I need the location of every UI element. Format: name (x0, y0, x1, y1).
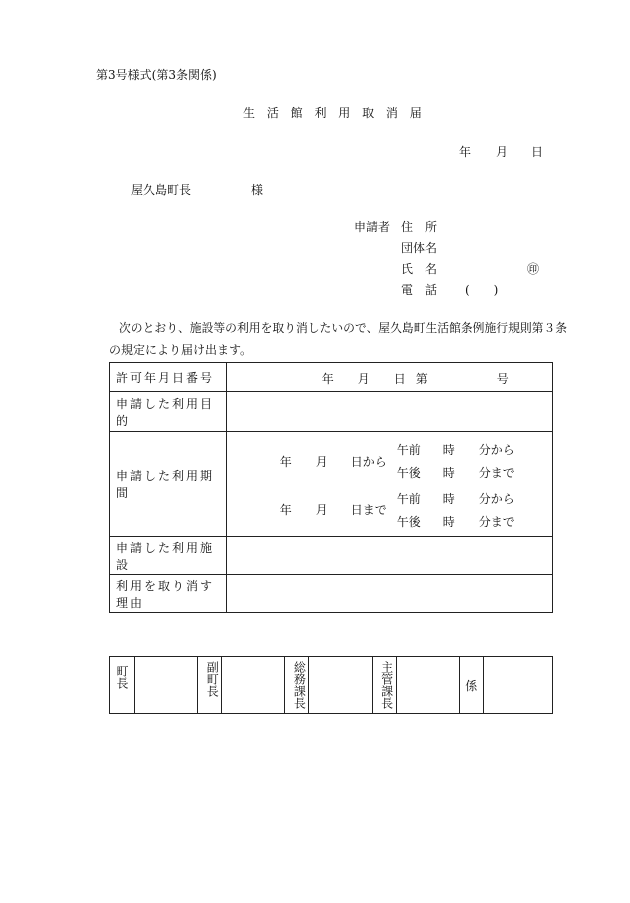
period-value-cell[interactable] (226, 432, 552, 537)
period-to-month: 月 (315, 503, 328, 517)
permit-go: 号 (496, 372, 509, 386)
applicant-phone-paren: ( ) (465, 283, 499, 297)
period-label: 申請した利用期間 (110, 432, 227, 537)
facility-label: 申請した利用施設 (110, 537, 227, 575)
row-period (110, 432, 553, 537)
seal-icon: ㊞ (527, 262, 540, 276)
period-from-am-min: 分から (478, 443, 515, 457)
body-text-line2: の規定により届け出ます。 (109, 343, 253, 357)
approval-staff-stamp[interactable] (483, 657, 552, 714)
facility-value-cell[interactable] (226, 537, 552, 575)
period-from-month: 月 (315, 455, 328, 469)
row-permit (110, 363, 553, 392)
purpose-value-cell[interactable] (226, 392, 552, 432)
period-from-pm: 午後 (396, 466, 421, 480)
approval-deputy-label: 副町長 (198, 657, 222, 714)
permit-year: 年 (321, 372, 334, 386)
permit-value-cell[interactable] (226, 363, 552, 392)
period-to-pm-hour: 時 (442, 515, 455, 529)
approval-chief-label: 主管課長 (372, 657, 396, 714)
row-purpose (110, 392, 553, 432)
addressee-honorific: 様 (251, 183, 264, 197)
permit-dai: 第 (415, 372, 428, 386)
approval-table (109, 656, 553, 714)
date-year: 年 (459, 145, 472, 159)
period-to-am: 午前 (396, 492, 421, 506)
period-to-am-hour: 時 (442, 492, 455, 506)
approval-mayor-stamp[interactable] (135, 657, 198, 714)
approval-general-affairs-label: 総務課長 (285, 657, 309, 714)
approval-general-affairs-stamp[interactable] (309, 657, 372, 714)
period-from-year: 年 (279, 455, 292, 469)
period-to-am-min: 分から (478, 492, 515, 506)
addressee-name: 屋久島町長 (131, 183, 192, 197)
approval-chief-stamp[interactable] (396, 657, 459, 714)
applicant-label: 申請者 (354, 220, 391, 234)
applicant-group-label: 団体名 (401, 241, 438, 255)
approval-deputy-stamp[interactable] (222, 657, 285, 714)
period-to-year: 年 (279, 503, 292, 517)
period-from-pm-hour: 時 (442, 466, 455, 480)
applicant-phone-label: 電 話 (401, 283, 438, 297)
row-reason (110, 575, 553, 613)
reason-label: 利用を取り消す理由 (110, 575, 227, 613)
body-text-line1: 次のとおり、施設等の利用を取り消したいので、屋久島町生活館条例施行規則第３条 (119, 321, 568, 335)
period-to-pm: 午後 (396, 515, 421, 529)
permit-day: 日 (393, 372, 406, 386)
applicant-name-label: 氏 名 (401, 262, 438, 276)
cancellation-table (109, 362, 553, 613)
approval-mayor-label: 町長 (110, 657, 135, 714)
period-to-suffix: 日まで (350, 503, 387, 517)
date-day: 日 (531, 145, 544, 159)
permit-label: 許可年月日番号 (110, 363, 227, 392)
period-from-suffix: 日から (350, 455, 387, 469)
row-facility (110, 537, 553, 575)
date-month: 月 (496, 145, 509, 159)
purpose-label: 申請した利用目的 (110, 392, 227, 432)
reason-value-cell[interactable] (226, 575, 552, 613)
period-to-pm-min: 分まで (478, 515, 515, 529)
period-from-am: 午前 (396, 443, 421, 457)
applicant-address-label: 住 所 (401, 220, 438, 234)
period-from-pm-min: 分まで (478, 466, 515, 480)
form-number: 第3号様式(第3条関係) (96, 68, 217, 82)
period-from-am-hour: 時 (442, 443, 455, 457)
approval-staff-label: 係 (459, 657, 483, 714)
form-title: 生 活 館 利 用 取 消 届 (243, 106, 426, 120)
permit-month: 月 (357, 372, 370, 386)
